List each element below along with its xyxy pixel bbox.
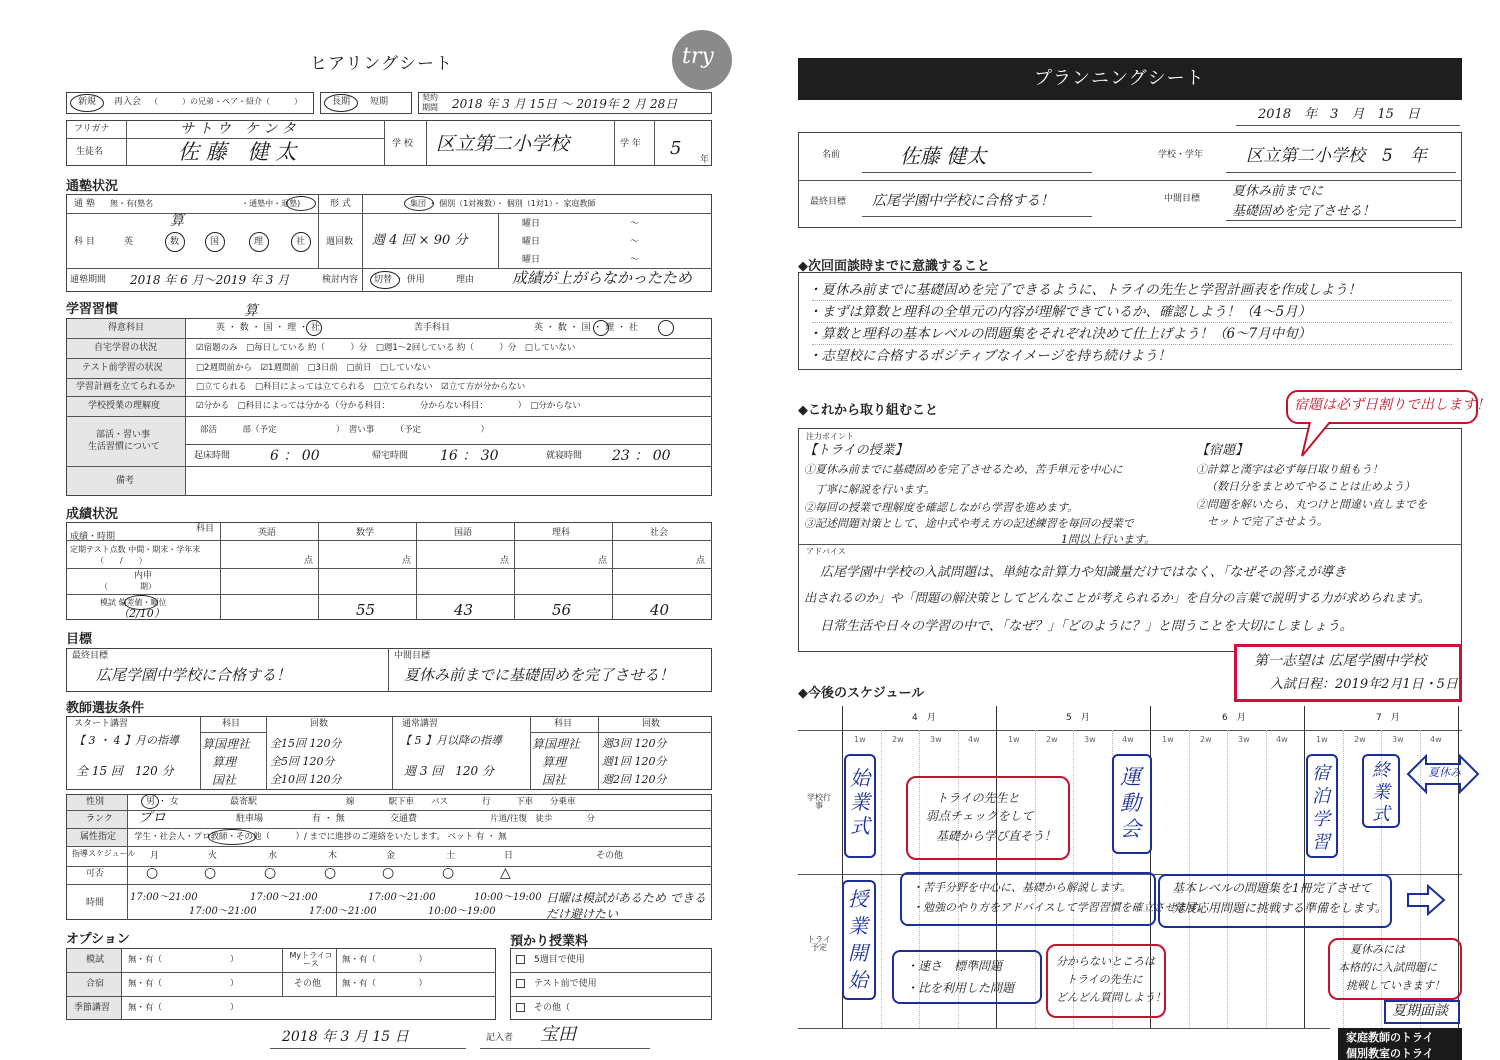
aware-item-2: ・まずは算数と理科の全単元の内容が理解できているか、確認しよう！（4〜5月）: [808, 304, 1312, 320]
tilde-2: 〜: [630, 237, 640, 247]
parking-value: 有 ・ 無: [312, 814, 345, 824]
memo-ask-1: 分からないところは: [1056, 955, 1155, 968]
grades-col-science: 理科: [552, 528, 571, 538]
focus-label: 注力ポイント: [806, 432, 854, 441]
try-logo: [672, 30, 732, 90]
habit-row-value-1: ☑宿題のみ □毎日している 約（ ）分 □週1〜2回している 約（ ）分 □していない: [196, 343, 576, 353]
month-may: 5 月: [1066, 713, 1090, 723]
memo-relearn-2: 弱点チェックをして: [926, 809, 1034, 823]
avail-sun: △: [500, 865, 511, 881]
unit-math: 点: [402, 556, 412, 566]
memo-ask-3: どんどん質問しよう！: [1056, 991, 1166, 1004]
avail-wed: ○: [264, 865, 277, 881]
month-july: 7 月: [1376, 713, 1400, 723]
time-mon: 17:00〜21:00: [130, 892, 198, 903]
avail-label: 可否: [86, 869, 105, 879]
week-label: 1w: [1008, 735, 1020, 744]
week-label: 4w: [968, 735, 980, 744]
try-item-2: 丁寧に解説を行います。: [804, 483, 936, 496]
attend-label: 通 塾: [74, 199, 95, 209]
regular-count-label: 回数: [642, 719, 661, 729]
grade-value: 5: [670, 138, 682, 159]
time-wed: 17:00〜21:00: [250, 892, 318, 903]
avail-thu: ○: [324, 865, 337, 881]
memo-relearn-1: トライの先生と: [936, 791, 1020, 805]
period-label-1: 契約: [422, 93, 438, 102]
rank-label: ランク: [86, 814, 113, 824]
try-item-3: ②毎回の授業で理解度を確認しながら学習を進めます。: [804, 501, 1079, 514]
referral-label: （ ）の兄弟・ペア・紹介（ ）: [150, 97, 302, 106]
juku-subject-english: 英: [124, 237, 134, 247]
deposit-item-3: その他（: [534, 1003, 571, 1013]
week-label: 3w: [1084, 735, 1096, 744]
time-sat: 10:00〜19:00: [428, 906, 496, 917]
start-count-label: 回数: [310, 719, 329, 729]
aware-section-title: ◆次回面談時までに意識すること: [798, 259, 990, 274]
short-label: 短期: [370, 97, 389, 107]
deposit-item-1: 5週目で使用: [534, 955, 585, 965]
plan-b-1: 基本レベルの問題集を1冊完了させて: [1172, 881, 1372, 895]
math-circle: [165, 232, 185, 252]
home-value: 16 ： 30: [440, 448, 499, 464]
switch-circle: [370, 271, 400, 289]
regular-course-month: 【 5 】月以降の指導: [400, 734, 502, 747]
schedule-label: 指導スケジュール: [72, 849, 136, 858]
effort-section-title: ◆これから取り組むこと: [798, 403, 938, 418]
memo-summer-2: 本格的に入試問題に: [1338, 961, 1437, 974]
grades-col-social: 社会: [650, 528, 669, 538]
day-sat: 土: [446, 851, 456, 861]
schedule-section-title: ◆今後のスケジュール: [798, 686, 925, 701]
brand-line-2: 個別教室のトライ: [1346, 1047, 1434, 1060]
plan-b-2: 発展応用問題に挑戦する準備をします。: [1172, 901, 1388, 915]
start-course-month: 【 3 ・ 4 】月の指導: [74, 734, 179, 747]
student-box: [66, 120, 712, 166]
mid-goal-label: 中間目標: [394, 651, 431, 661]
try-item-1: ①夏休み前までに基礎固めを完了させるため、苦手単元を中心に: [804, 463, 1123, 476]
try-item-5: 1問以上行います。: [1050, 533, 1156, 546]
habit-row-value-4: ☑分かる □科目によっては分かる（分かる科目： 分からない科目： ） □分からない: [196, 401, 581, 411]
mock-social: 40: [650, 601, 670, 619]
memo-summer-1: 夏休みには: [1350, 943, 1405, 956]
time-thu: 17:00〜21:00: [309, 906, 377, 917]
sleep-value: 23 ： 00: [612, 448, 671, 464]
start-row-1-subject: 算国理社: [202, 737, 251, 751]
regular-row-3-count: 週2回 120分: [602, 773, 667, 786]
tilde-1: 〜: [630, 219, 640, 229]
regular-row-3-subject: 国社: [542, 773, 567, 787]
juku-period-label: 通塾期間: [70, 275, 107, 285]
fare-value: 片道/往復 徒歩 分: [490, 814, 595, 824]
regular-row-1-subject: 算国理社: [532, 737, 581, 751]
week-label: 4w: [1122, 735, 1134, 744]
regular-row-2-count: 週1回 120分: [602, 755, 667, 768]
week-label: 3w: [1392, 735, 1404, 744]
plan-a-1: ・苦手分野を中心に、基礎から解説します。: [912, 881, 1132, 894]
regular-course-label: 通常講習: [402, 719, 439, 729]
grades-row1-sub: （ / ）: [96, 556, 147, 565]
start-row-3-subject: 国社: [212, 773, 237, 787]
times-label: 週回数: [326, 237, 354, 247]
note-label: 備考: [116, 476, 135, 486]
grades-row1-label: 定期テスト点数 中間・期末・学年末: [70, 545, 201, 554]
hearing-sheet-title: ヒアリングシート: [310, 54, 453, 74]
regular-subject-label: 科目: [554, 719, 573, 729]
long-label: 長期: [332, 97, 351, 107]
time-fri: 17:00〜21:00: [368, 892, 436, 903]
wake-value: 6 ： 00: [270, 448, 320, 464]
writer-label: 記入者: [486, 1033, 514, 1043]
month-april: 4 月: [912, 713, 936, 723]
day-other: その他: [596, 851, 624, 861]
weak-social-circle: [658, 320, 674, 336]
aware-item-4: ・志望校に合格するポジティブなイメージを持ち続けよう！: [808, 348, 1172, 364]
habit-row-label-3: 学習計画を立てられるか: [76, 382, 176, 392]
closing-ceremony: 終業式: [1372, 760, 1390, 825]
juku-period-value: 2018 年 6 月〜2019 年 3 月: [130, 273, 290, 287]
grades-col-english: 英語: [258, 528, 277, 538]
deposit-item-2: テスト前で使用: [534, 979, 597, 989]
station-value: 線 駅下車 バス 行 下車 分乗車: [346, 797, 576, 807]
parking-label: 駐車場: [236, 814, 264, 824]
school-events-label: 学校行事: [807, 793, 831, 810]
deposit-checkbox-1[interactable]: [516, 955, 525, 964]
deposit-section-title: 預かり授業料: [510, 934, 589, 949]
advice-line-1: 広尾学園中学校の入試問題は、単純な計算力や知識量だけではなく、「なぜその答えが導き: [820, 565, 1347, 580]
japanese-circle: [205, 232, 225, 252]
summer-meeting: 夏期面談: [1392, 1003, 1448, 1019]
group-circle: [404, 196, 434, 211]
school-label: 学 校: [392, 139, 413, 149]
mock-science: 56: [552, 601, 572, 619]
juku-subject-japanese: 国: [210, 237, 220, 247]
home-label: 帰宅時間: [372, 451, 409, 461]
option-season-label: 季節講習: [74, 1003, 111, 1013]
homework-item-4: セットで完了させよう。: [1196, 515, 1328, 528]
reason-label: 理由: [456, 275, 475, 285]
lessons-start: 授業開始: [848, 887, 868, 992]
advice-label: アドバイス: [806, 547, 846, 556]
grades-col-japanese: 国語: [454, 528, 473, 538]
student-name-value: 佐 藤 健 太: [178, 140, 297, 164]
planning-school-value: 区立第二小学校 5 年: [1246, 146, 1427, 166]
week-label: 3w: [1238, 735, 1250, 744]
exam-first-choice: 第一志望は 広尾学園中学校: [1254, 653, 1427, 669]
brand-line-1: 家庭教師のトライ: [1346, 1031, 1434, 1044]
memo-ask-2: トライの先生に: [1066, 973, 1143, 986]
student-name-label: 生徒名: [76, 147, 104, 157]
sex-value: 男 ・ 女: [146, 797, 179, 807]
planning-name-value: 佐藤 健太: [900, 144, 987, 168]
goals-section-title: 目標: [66, 632, 93, 647]
day-mon: 月: [150, 851, 160, 861]
plan-c-1: ・速さ 標準問題: [906, 959, 1003, 973]
day-fri: 金: [386, 851, 396, 861]
start-row-2-subject: 算理: [212, 755, 237, 769]
sports-day: 運動会: [1120, 765, 1141, 841]
exam-dates: 入試日程：2019年2月1日・5日: [1270, 677, 1458, 692]
grade-label: 学 年: [620, 139, 641, 149]
tilde-3: 〜: [630, 255, 640, 265]
week-label: 1w: [854, 735, 866, 744]
weak-japanese-circle: [593, 320, 609, 336]
unit-social: 点: [696, 556, 706, 566]
option-mock-value: 無・有（ ）: [128, 955, 239, 965]
try-item-4: ③記述問題対策として、途中式や考え方の記述練習を毎回の授業で: [804, 517, 1134, 530]
unit-science: 点: [598, 556, 608, 566]
day-thu: 木: [328, 851, 338, 861]
grade-unit: 年: [700, 155, 710, 165]
option-other-value: 無・有（ ）: [342, 979, 428, 989]
furigana-value: サ ト ウ ケ ン タ: [180, 121, 296, 137]
final-goal-label: 最終目標: [72, 651, 109, 661]
school-camp: 宿泊学習: [1312, 763, 1330, 853]
option-other-label: その他: [294, 979, 322, 989]
avail-tue: ○: [204, 865, 217, 881]
try-lessons-head: 【トライの授業】: [804, 443, 908, 458]
planning-title: プランニングシート: [1034, 68, 1205, 89]
reenroll-label: 再入会: [114, 97, 142, 107]
contract-period-value: 2018 年 3 月 15日 〜 2019年 2 月 28日: [452, 97, 678, 111]
advice-line-3: 日常生活や日々の学習の中で、「なぜ？」「どのように？」と問うことを大切にしましょう。: [820, 619, 1353, 634]
pro-circle: [208, 829, 256, 845]
avail-sat: ○: [442, 865, 455, 881]
homework-head: 【宿題】: [1196, 443, 1249, 458]
deposit-checkbox-2[interactable]: [516, 979, 525, 988]
social-circle: [291, 232, 311, 252]
footer-date: 2018 年 3 月 15 日: [282, 1029, 409, 1045]
mock-japanese: 43: [454, 601, 474, 619]
week-label: 2w: [1046, 735, 1058, 744]
homework-item-1: ①計算と漢字は必ず毎日取り組もう！: [1196, 463, 1383, 476]
my-try-value: 無・有（ ）: [342, 955, 428, 965]
plan-arrow-icon: [1406, 884, 1446, 916]
week-label: 2w: [892, 735, 904, 744]
good-subjects-note: 算: [244, 303, 258, 319]
attend-value: 無・有(塾名 ・通塾中・退塾): [110, 199, 301, 208]
option-season-value: 無・有（ ）: [128, 1003, 239, 1013]
good-science-circle: [306, 320, 322, 336]
homework-callout-text: 宿題は必ず日割りで出します！: [1294, 397, 1490, 413]
club-label-2: 生活習慣について: [88, 442, 160, 452]
mock-math: 55: [356, 601, 376, 619]
final-goal-value: 広尾学園中学校に合格する！: [96, 666, 292, 684]
start-subject-label: 科目: [222, 719, 241, 729]
time-sun: 10:00〜19:00: [474, 892, 542, 903]
grades-col-math: 数学: [356, 528, 375, 538]
homework-item-3: ②問題を解いたら、丸つけと間違い直しまでを: [1196, 498, 1427, 511]
week-label: 2w: [1200, 735, 1212, 744]
review-label: 検討内容: [322, 275, 359, 285]
review-value: 切替 ・ 併用: [374, 275, 425, 285]
start-course-total: 全 15 回 120 分: [76, 764, 174, 778]
option-mock-label: 模試: [86, 955, 105, 965]
week-label: 4w: [1276, 735, 1288, 744]
option-camp-value: 無・有（ ）: [128, 979, 239, 989]
habit-row-value-3: □立てられる □科目によっては立てられる □立てられない ☑立て方が分からない: [196, 382, 526, 392]
juku-subject-note: 算: [170, 213, 184, 229]
form-value: 集団 ・ 個別（1対複数）・ 個別（1対1）・ 家庭教師: [410, 199, 596, 208]
grades-row2-label: 内申: [134, 571, 153, 581]
summer-vacation: 夏休み: [1428, 766, 1461, 779]
regular-row-1-count: 週3回 120分: [602, 737, 667, 750]
club-label-1: 部活・習い事: [96, 430, 151, 440]
sex-label: 性別: [86, 797, 105, 807]
habit-row-label-1: 自宅学習の状況: [94, 343, 158, 353]
habit-row-label-4: 学校授業の理解度: [88, 401, 161, 411]
juku-section-title: 通塾状況: [66, 179, 119, 194]
planning-school-label: 学校・学年: [1158, 150, 1204, 160]
rank-value: プロ: [138, 810, 166, 826]
grades-row3-sub: （2/10）: [118, 607, 165, 620]
weak-subjects-label: 苦手科目: [414, 323, 451, 333]
opening-ceremony: 始業式: [850, 766, 870, 838]
time-tue: 17:00〜21:00: [189, 906, 257, 917]
planning-name-label: 名前: [822, 150, 841, 160]
try-plan-label: トライ予定: [807, 935, 831, 952]
planning-mid-value-2: 基礎固めを完了させる！: [1232, 204, 1376, 219]
grades-corner-bottom: 成績・時期: [70, 532, 116, 542]
day-wed: 水: [268, 851, 278, 861]
start-row-3-count: 全10回 120分: [270, 773, 342, 786]
juku-subject-social: 社: [296, 237, 306, 247]
attr-value: 学生・社会人・プロ教師・その他（ ）/ までに進捗のご連絡をいたします。 ペット 有 ・ 無: [134, 832, 507, 842]
station-label: 最寄駅: [230, 797, 258, 807]
avail-mon: ○: [146, 865, 159, 881]
planning-final-label: 最終目標: [810, 197, 847, 207]
times-value: 週 4 回 × 90 分: [372, 233, 468, 248]
plan-a-2: ・勉強のやり方をアドバイスして学習習慣を確立させます。: [912, 901, 1208, 914]
reason-value: 成績が上がらなかったため: [512, 269, 693, 287]
grades-corner-top: 科目: [196, 524, 215, 534]
unit-japanese: 点: [500, 556, 510, 566]
week-label: 3w: [930, 735, 942, 744]
grades-section-title: 成績状況: [66, 507, 119, 522]
fare-label: 交通費: [390, 814, 418, 824]
attr-label: 属性指定: [80, 832, 117, 842]
yobi-label-1: 曜日: [522, 219, 541, 229]
science-circle: [249, 232, 269, 252]
advice-line-2: 出されるのか」や「問題の解決策としてどんなことが考えられるか」を自分の言葉で説明する力が求められます。: [804, 591, 1431, 605]
male-circle: [141, 794, 159, 809]
week-label: 1w: [1162, 735, 1174, 744]
club-row: 部活 部（予定 ） 習い事 （予定 ）: [200, 425, 490, 435]
time-label: 時間: [86, 898, 105, 908]
furigana-label: フリガナ: [74, 124, 110, 134]
deposit-checkbox-3[interactable]: [516, 1003, 525, 1012]
mid-goal-value: 夏休み前までに基礎固めを完了させる！: [404, 666, 675, 684]
regular-course-total: 週 3 回 120 分: [404, 764, 494, 778]
try-logo-text: try: [682, 44, 714, 69]
juku-subject-math: 数: [170, 237, 180, 247]
period-label-2: 期間: [422, 103, 438, 112]
yobi-label-2: 曜日: [522, 237, 541, 247]
quit-circle: [286, 196, 316, 211]
habits-section-title: 学習習慣: [66, 302, 119, 317]
writer-value: 宝田: [540, 1024, 576, 1045]
planning-mid-value-1: 夏休み前までに: [1232, 184, 1324, 199]
schedule-note: 日曜は模試があるため できるだけ避けたい: [546, 891, 706, 921]
option-camp-label: 合宿: [86, 979, 105, 989]
day-sun: 日: [504, 851, 514, 861]
avail-fri: ○: [382, 865, 395, 881]
homework-item-2: （数日分をまとめてやることは止めよう）: [1206, 480, 1415, 493]
habit-row-label-2: テスト前学習の状況: [82, 363, 163, 373]
wake-label: 起床時間: [194, 451, 231, 461]
yobi-label-3: 曜日: [522, 255, 541, 265]
memo-summer-3: 挑戦していきます！: [1346, 979, 1445, 992]
planning-date: 2018 年 3 月 15 日: [1258, 107, 1420, 122]
school-value: 区立第二小学校: [436, 133, 570, 155]
my-try-label: Myトライコース: [289, 951, 333, 968]
weak-subjects-value: 英 ・ 数 ・ 国 ・ 理 ・ 社: [534, 323, 638, 333]
week-label: 1w: [1316, 735, 1328, 744]
juku-subject-science: 理: [254, 237, 264, 247]
callout-pointer: [1300, 420, 1340, 460]
aware-item-3: ・算数と理科の基本レベルの問題集をそれぞれ決めて仕上げよう！（6〜7月中旬）: [808, 326, 1312, 342]
grades-row2-sub: （ 期）: [100, 582, 156, 591]
grades-row3-label: 模試 偏差値・順位: [100, 598, 167, 607]
start-row-2-count: 全5回 120分: [270, 755, 335, 768]
options-section-title: オプション: [66, 932, 130, 947]
start-row-1-count: 全15回 120分: [270, 737, 342, 750]
aware-item-1: ・夏休み前までに基礎固めを完了できるように、トライの先生と学習計画表を作成しよう！: [808, 282, 1362, 298]
new-label: 新規: [78, 97, 97, 107]
month-june: 6 月: [1222, 713, 1246, 723]
day-tue: 火: [208, 851, 218, 861]
plan-c-2: ・比を利用した問題: [906, 981, 1015, 995]
good-subjects-value: 英 ・ 数 ・ 国 ・ 理 ・ 社: [216, 323, 320, 333]
regular-row-2-subject: 算理: [542, 755, 567, 769]
memo-relearn-3: 基礎から学び直そう！: [936, 829, 1057, 843]
planning-final-value: 広尾学園中学校に合格する！: [872, 193, 1054, 209]
form-label: 形 式: [330, 199, 351, 209]
week-label: 2w: [1354, 735, 1366, 744]
habit-row-value-2: □2週間前から ☑1週間前 □3日前 □前日 □していない: [196, 363, 431, 373]
planning-mid-label: 中間目標: [1164, 194, 1201, 204]
teacher-section-title: 教師選抜条件: [66, 701, 145, 716]
start-course-label: スタート講習: [74, 719, 129, 729]
subject-label: 科 目: [74, 237, 95, 247]
good-subjects-label: 得意科目: [108, 323, 145, 333]
unit-english: 点: [304, 556, 314, 566]
week-label: 4w: [1430, 735, 1442, 744]
sleep-label: 就寝時間: [546, 451, 583, 461]
